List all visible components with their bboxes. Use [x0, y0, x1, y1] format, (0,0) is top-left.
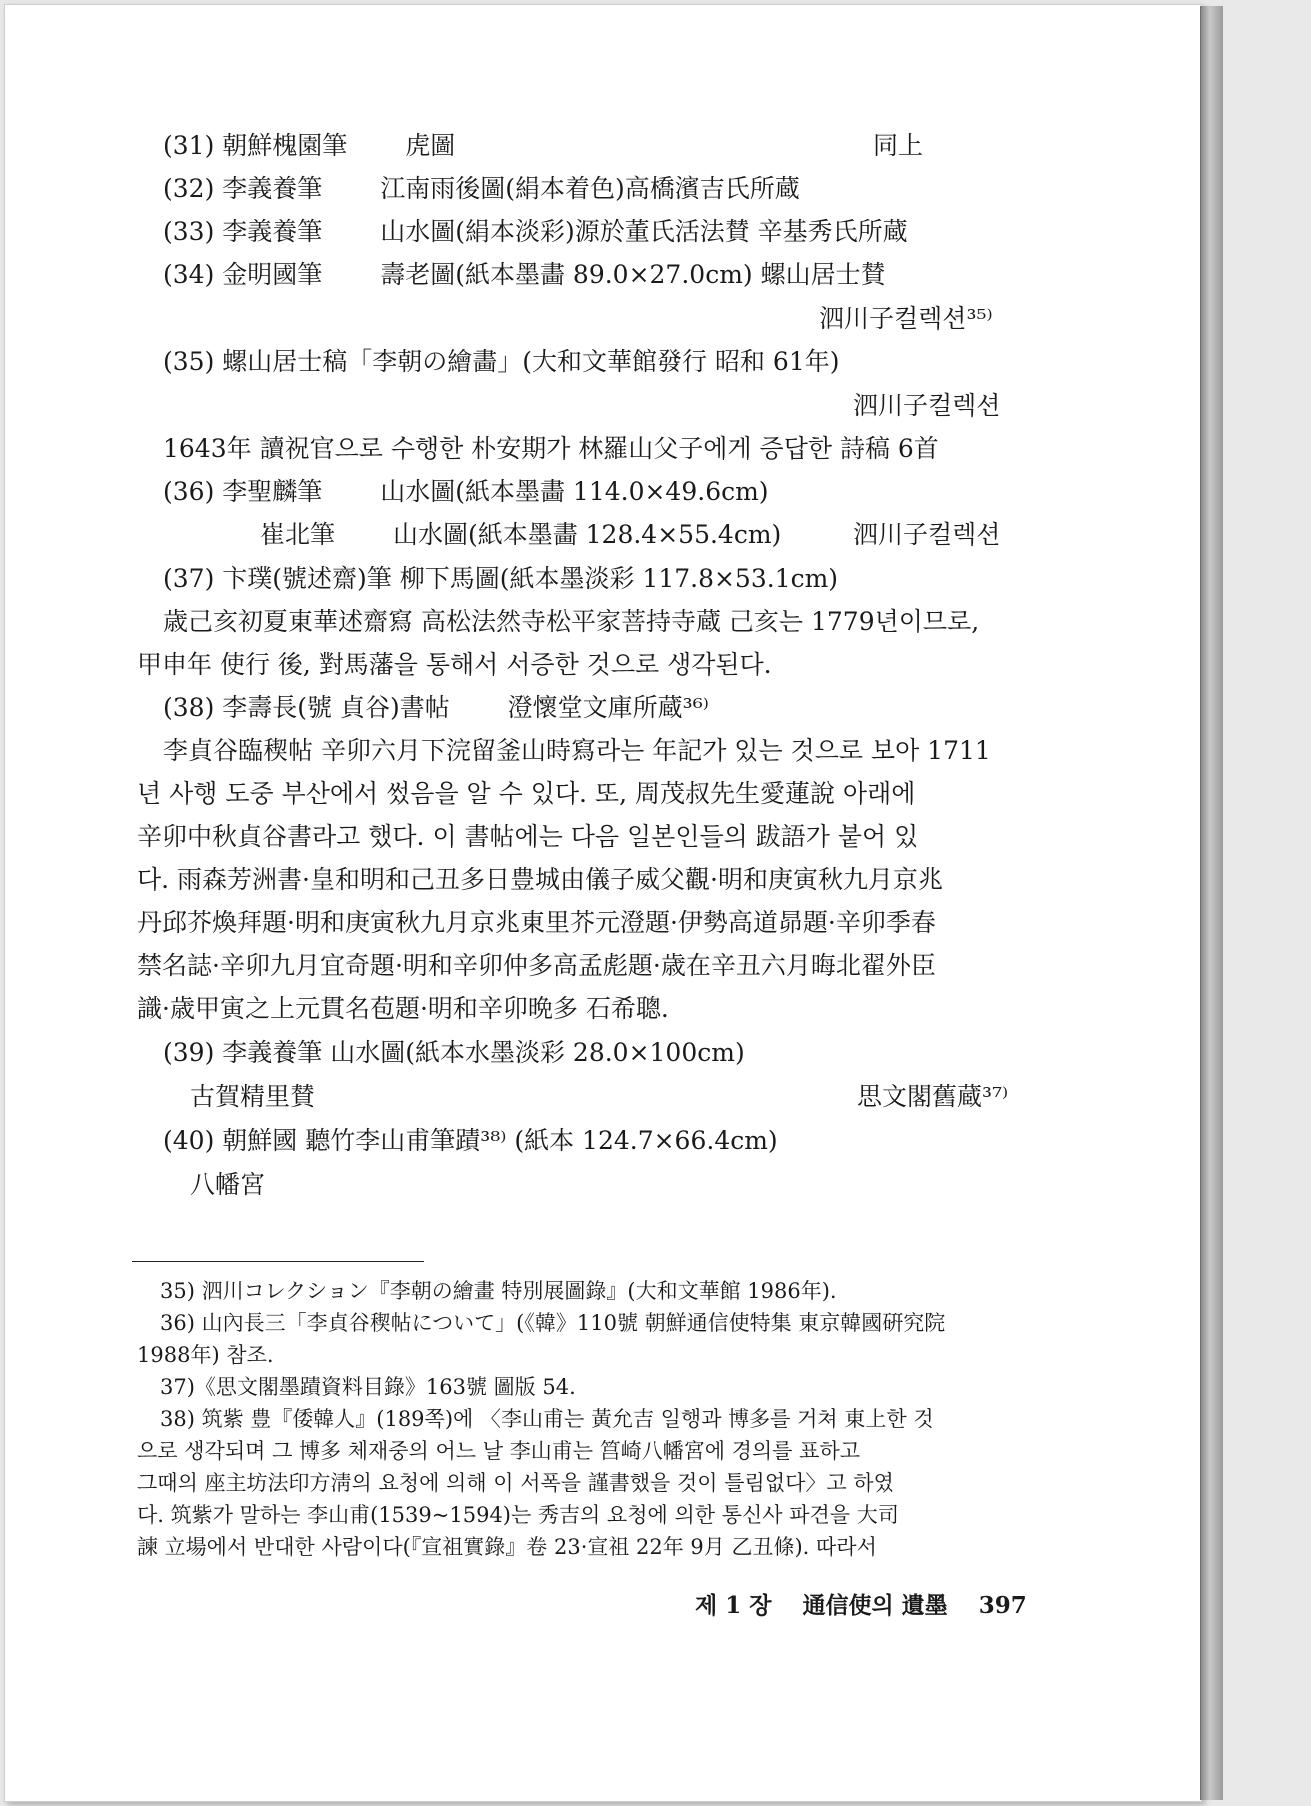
entry-33: (33) 李義養筆 山水圖(絹本淡彩)源於董氏活法賛 辛基秀氏所蔵: [163, 217, 908, 246]
entry-34-location: 泗川子컬렉션³⁵⁾: [819, 304, 993, 333]
entry-39-signature: 古賀精里賛: [190, 1082, 316, 1111]
page-stack-edge: [1200, 6, 1223, 1800]
footnote-38: 38) 筑紫 豊『倭韓人』(189쪽)에 〈李山甫는 黃允吉 일행과 博多를 거쳐 東上한 것: [160, 1407, 934, 1431]
footnote-38-line-5: 諫 立場에서 반대한 사람이다(『宣祖實錄』卷 23·宣祖 22年 9月 乙丑條). 따라서: [137, 1535, 877, 1559]
para37-line-2: 甲申年 使行 後, 對馬藩을 통해서 서증한 것으로 생각된다.: [137, 650, 772, 679]
entry-36: (36) 李聖麟筆 山水圖(紙本墨畵 114.0×49.6cm): [163, 477, 769, 506]
para38-line-7: 識·歳甲寅之上元貫名苞題·明和辛卯晩多 石希聰.: [137, 994, 669, 1023]
footnote-36: 36) 山內長三「李貞谷稧帖について」(《韓》110號 朝鮮通信使特集 東京韓國硏究院: [160, 1311, 946, 1335]
book-page: [4, 4, 1202, 1802]
running-footer: 제 1 장 通信使의 遺墨 397: [695, 1592, 1027, 1619]
para38-line-3: 辛卯中秋貞谷書라고 했다. 이 書帖에는 다음 일본인들의 跋語가 붙어 있: [137, 822, 919, 851]
footnote-38-line-4: 다. 筑紫가 말하는 李山甫(1539~1594)는 秀吉의 요청에 의한 통신사 파견을 大司: [137, 1503, 899, 1527]
entry-39-location: 思文閣舊蔵³⁷⁾: [857, 1082, 1009, 1111]
para38-line-5: 丹邱芥煥拜題·明和庚寅秋九月京兆東里芥元澄題·伊勢高道昴題·辛卯季春: [137, 908, 936, 937]
footnote-37: 37)《思文閣墨蹟資料目錄》163號 圖版 54.: [160, 1375, 576, 1399]
para38-line-1: 李貞谷臨稧帖 辛卯六月下浣留釜山時寫라는 年記가 있는 것으로 보아 1711: [163, 736, 991, 765]
entry-35: (35) 螺山居士稿「李朝の繪畵」(大和文華館發行 昭和 61年): [163, 347, 840, 376]
entry-39: (39) 李義養筆 山水圖(紙本水墨淡彩 28.0×100cm): [163, 1038, 745, 1067]
para38-line-4: 다. 雨森芳洲書·皇和明和己丑多日豊城由儀子威父觀·明和庚寅秋九月京兆: [137, 865, 943, 894]
entry-36b-location: 泗川子컬렉션: [853, 520, 1001, 549]
entry-36b: 崔北筆 山水圖(紙本墨畵 128.4×55.4cm): [260, 520, 782, 549]
entry-38: (38) 李壽長(號 貞谷)書帖 澄懷堂文庫所蔵³⁶⁾: [163, 693, 709, 722]
footnote-38-line-2: 으로 생각되며 그 博多 체재중의 어느 날 李山甫는 筥崎八幡宮에 경의를 표하고: [137, 1439, 861, 1463]
para38-line-2: 년 사행 도중 부산에서 썼음을 알 수 있다. 또, 周茂叔先生愛蓮說 아래에: [137, 779, 916, 808]
entry-37: (37) 卞璞(號述齋)筆 柳下馬圖(紙本墨淡彩 117.8×53.1cm): [163, 564, 839, 593]
entry-31-location: 同上: [873, 131, 924, 160]
footnote-38-line-3: 그때의 座主坊法印方淸의 요청에 의해 이 서폭을 謹書했을 것이 틀림없다〉고 하였: [137, 1471, 894, 1495]
entry-40-location: 八幡宮: [190, 1170, 266, 1199]
para38-line-6: 禁名誌·辛卯九月宜奇題·明和辛卯仲多高孟彪題·歳在辛丑六月晦北翟外臣: [137, 951, 936, 980]
entry-34: (34) 金明國筆 壽老圖(紙本墨畵 89.0×27.0cm) 螺山居士賛: [163, 260, 886, 289]
entry-32: (32) 李義養筆 江南雨後圖(絹本着色)高橋濱吉氏所蔵: [163, 174, 800, 203]
entry-40: (40) 朝鮮國 聽竹李山甫筆蹟³⁸⁾ (紙本 124.7×66.4cm): [163, 1126, 778, 1155]
entry-35-location: 泗川子컬렉션: [853, 391, 1001, 420]
footnote-35: 35) 泗川コレクション『李朝の繪畫 特別展圖錄』(大和文華館 1986年).: [160, 1279, 837, 1303]
footnote-36-cont: 1988年) 참조.: [137, 1343, 274, 1367]
para37-line-1: 歳己亥初夏東華述齋寫 高松法然寺松平家菩持寺蔵 己亥는 1779년이므로,: [163, 607, 980, 636]
footnote-rule: [132, 1261, 424, 1262]
entry-35-note: 1643年 讀祝官으로 수행한 朴安期가 林羅山父子에게 증답한 詩稿 6首: [163, 434, 939, 463]
entry-31: (31) 朝鮮槐園筆 虎圖: [163, 131, 456, 160]
